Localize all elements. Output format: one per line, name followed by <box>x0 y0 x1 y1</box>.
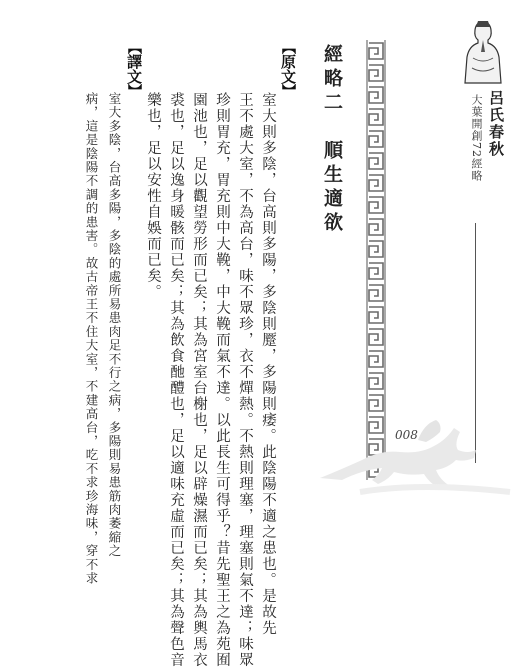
original-text-column: 珍則胃充，胃充則中大鞔，中大鞔而氣不達。以此長生可得乎？昔先聖王之為苑囿 <box>214 92 230 668</box>
running-header <box>460 18 506 458</box>
original-heading-label: 原文 <box>279 54 297 84</box>
book-title: 呂氏春秋 <box>487 90 505 158</box>
translation-heading-label: 譯文 <box>125 54 143 84</box>
original-text-heading: 【原文】 <box>279 40 297 98</box>
original-text-column: 樂也，足以安性自娛而已矣。 <box>145 92 161 300</box>
chapter-title: 經略二 順生適欲 <box>321 44 343 236</box>
translation-heading: 【譯文】 <box>125 40 143 98</box>
original-text-column: 室大則多陰，台高則多陽，多陰則蹷，多陽則痿。此陰陽不適之患也。是故先 <box>260 92 276 636</box>
horse-rider-illustration <box>300 400 520 500</box>
translation-text-column: 室大多陰，台高多陽，多陰的處所易患肉足不行之病，多陽則易患筋肉萎縮之 <box>107 92 122 558</box>
original-text-column: 園池也，足以觀望勞形而已矣；其為宮室台榭也，足以辟燥濕而已矣；其為輿馬衣 <box>191 92 207 668</box>
page-number: 008 <box>395 428 418 442</box>
original-text-column: 王不處大室，不為高台，味不眾珍，衣不燀熱。不熱則理塞，理塞則氣不達；味眾 <box>237 92 253 668</box>
book-subtitle: 大葉開創72經略 <box>470 94 483 182</box>
original-text-column: 裘也，足以逸身暖骸而已矣；其為飲食酏醴也，足以適味充虛而已矣；其為聲色音 <box>168 92 184 668</box>
sage-portrait-icon <box>464 18 502 86</box>
translation-text-column: 病，這是陰陽不調的患害。故古帝王不住大室，不建高台，吃不求珍海味，穿不求 <box>84 92 99 586</box>
